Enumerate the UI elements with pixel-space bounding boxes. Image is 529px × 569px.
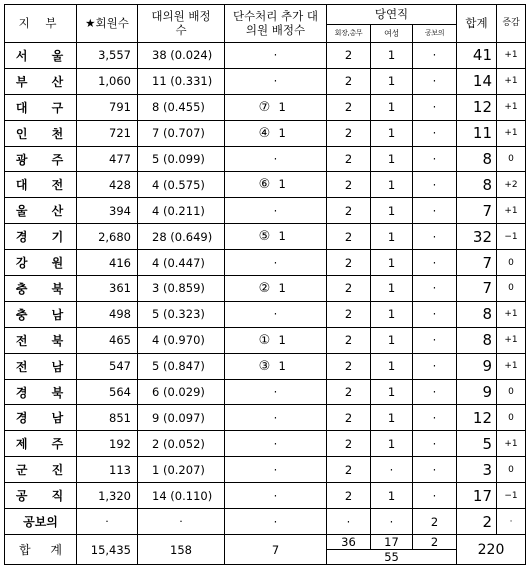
hoenui-cell: · — [413, 276, 457, 302]
extra-cell — [225, 327, 327, 353]
total-cell: 3 — [457, 457, 497, 483]
total-cell: 9 — [457, 379, 497, 405]
region-cell: 전 남 — [5, 353, 77, 379]
quota-cell: 2 (0.052) — [138, 431, 225, 457]
hoenui-cell: · — [413, 327, 457, 353]
rank-circle: ⑥ — [258, 177, 271, 193]
table-row — [5, 94, 526, 120]
hoenui-cell: · — [413, 250, 457, 276]
extra-cell — [225, 509, 327, 535]
members-cell: 3,557 — [77, 43, 138, 69]
extra-value: 1 — [278, 229, 286, 244]
region-cell: 제 주 — [5, 431, 77, 457]
hoenui-cell: 2 — [413, 509, 457, 535]
table-row — [5, 198, 526, 224]
header-region-label: 지 부 — [18, 15, 63, 30]
change-cell: 0 — [497, 276, 526, 302]
extra-cell — [225, 431, 327, 457]
hoenui-cell: · — [413, 120, 457, 146]
table-row — [5, 431, 526, 457]
women-cell: 1 — [371, 224, 413, 250]
extra-cell — [225, 457, 327, 483]
women-cell: · — [371, 509, 413, 535]
chair-cell: 2 — [327, 405, 371, 431]
change-cell: +1 — [497, 120, 526, 146]
chair-cell: 2 — [327, 379, 371, 405]
extra-cell — [225, 483, 327, 509]
quota-cell: · — [138, 509, 225, 535]
extra-value: · — [273, 385, 278, 400]
total-cell: 11 — [457, 120, 497, 146]
chair-cell: 2 — [327, 120, 371, 146]
members-cell: 192 — [77, 431, 138, 457]
header-exofficio: 당연직 — [327, 5, 457, 25]
extra-cell — [225, 172, 327, 198]
members-cell: 2,680 — [77, 224, 138, 250]
extra-value: · — [273, 462, 278, 477]
table-row — [5, 353, 526, 379]
total-cell: 8 — [457, 172, 497, 198]
women-cell: 1 — [371, 120, 413, 146]
footer-exofficio-total: 55 — [327, 550, 457, 565]
women-cell: 1 — [371, 198, 413, 224]
table-row — [5, 172, 526, 198]
total-cell: 7 — [457, 198, 497, 224]
women-cell: 1 — [371, 68, 413, 94]
members-cell: 465 — [77, 327, 138, 353]
table-row — [5, 509, 526, 535]
extra-value: 1 — [278, 125, 286, 140]
members-cell: 498 — [77, 301, 138, 327]
chair-cell: 2 — [327, 457, 371, 483]
members-cell: 428 — [77, 172, 138, 198]
footer-members: 15,435 — [77, 535, 138, 565]
women-cell: · — [371, 457, 413, 483]
region-cell: 충 남 — [5, 301, 77, 327]
header-total: 합계 — [457, 5, 497, 43]
change-cell: 0 — [497, 457, 526, 483]
quota-cell: 8 (0.455) — [138, 94, 225, 120]
members-cell: · — [77, 509, 138, 535]
quota-cell: 7 (0.707) — [138, 120, 225, 146]
total-cell: 32 — [457, 224, 497, 250]
header-extra-label: 단수처리 추가 대의원 배정수 — [232, 9, 319, 37]
women-cell: 1 — [371, 431, 413, 457]
header-members: ★회원수 — [77, 5, 138, 43]
header-delegates-label: 대의원 배정수 — [151, 9, 211, 37]
table-row — [5, 68, 526, 94]
region-cell: 경 남 — [5, 405, 77, 431]
extra-value: · — [273, 74, 278, 89]
quota-cell: 11 (0.331) — [138, 68, 225, 94]
change-cell: +1 — [497, 68, 526, 94]
quota-cell: 6 (0.029) — [138, 379, 225, 405]
hoenui-cell: · — [413, 405, 457, 431]
total-cell: 12 — [457, 405, 497, 431]
extra-cell — [225, 224, 327, 250]
members-cell: 721 — [77, 120, 138, 146]
quota-cell: 5 (0.099) — [138, 146, 225, 172]
extra-value: 1 — [278, 99, 286, 114]
quota-cell: 38 (0.024) — [138, 43, 225, 69]
hoenui-cell: · — [413, 457, 457, 483]
extra-value: 1 — [278, 358, 286, 373]
region-cell: 경 기 — [5, 224, 77, 250]
region-cell: 울 산 — [5, 198, 77, 224]
extra-cell — [225, 198, 327, 224]
women-cell: 1 — [371, 483, 413, 509]
change-cell: 0 — [497, 379, 526, 405]
members-cell: 416 — [77, 250, 138, 276]
women-cell: 1 — [371, 172, 413, 198]
table-row — [5, 327, 526, 353]
footer-grand-total: 220 — [457, 535, 526, 565]
members-cell: 564 — [77, 379, 138, 405]
change-cell: −1 — [497, 483, 526, 509]
region-cell: 충 북 — [5, 276, 77, 302]
extra-cell — [225, 250, 327, 276]
rank-circle: ③ — [258, 358, 271, 374]
extra-cell — [225, 146, 327, 172]
women-cell: 1 — [371, 94, 413, 120]
region-cell: 강 원 — [5, 250, 77, 276]
hoenui-cell: · — [413, 483, 457, 509]
region-cell: 공보의 — [5, 509, 77, 535]
change-cell: +1 — [497, 94, 526, 120]
extra-cell — [225, 43, 327, 69]
change-cell: +1 — [497, 431, 526, 457]
hoenui-cell: · — [413, 94, 457, 120]
quota-cell: 28 (0.649) — [138, 224, 225, 250]
extra-value: · — [273, 203, 278, 218]
change-cell: +1 — [497, 327, 526, 353]
extra-cell — [225, 276, 327, 302]
change-cell: 0 — [497, 250, 526, 276]
total-cell: 7 — [457, 276, 497, 302]
table-row — [5, 276, 526, 302]
change-cell: +1 — [497, 43, 526, 69]
change-cell: 0 — [497, 405, 526, 431]
chair-cell: 2 — [327, 353, 371, 379]
women-cell: 1 — [371, 405, 413, 431]
hoenui-cell: · — [413, 431, 457, 457]
change-cell: +2 — [497, 172, 526, 198]
delegate-allocation-table — [4, 4, 526, 565]
change-cell: +1 — [497, 353, 526, 379]
region-cell: 서 울 — [5, 43, 77, 69]
members-cell: 851 — [77, 405, 138, 431]
chair-cell: · — [327, 509, 371, 535]
extra-cell — [225, 353, 327, 379]
table-row — [5, 224, 526, 250]
extra-value: · — [273, 488, 278, 503]
chair-cell: 2 — [327, 198, 371, 224]
chair-cell: 2 — [327, 43, 371, 69]
women-cell: 1 — [371, 301, 413, 327]
extra-value: · — [273, 48, 278, 63]
chair-cell: 2 — [327, 301, 371, 327]
hoenui-cell: · — [413, 353, 457, 379]
total-cell: 14 — [457, 68, 497, 94]
quota-cell: 4 (0.970) — [138, 327, 225, 353]
region-cell: 인 천 — [5, 120, 77, 146]
header-sub-women: 여성 — [371, 25, 413, 43]
rank-circle: ② — [258, 280, 271, 296]
table-row — [5, 301, 526, 327]
footer-delegates: 158 — [138, 535, 225, 565]
extra-value: · — [273, 514, 278, 529]
change-cell: · — [497, 509, 526, 535]
header-region — [5, 5, 77, 43]
region-cell: 공 직 — [5, 483, 77, 509]
footer-hoenui: 2 — [413, 535, 457, 550]
quota-cell: 3 (0.859) — [138, 276, 225, 302]
table-row — [5, 250, 526, 276]
header-extra — [225, 5, 327, 43]
total-cell: 17 — [457, 483, 497, 509]
extra-value: · — [273, 255, 278, 270]
rank-circle: ⑦ — [258, 99, 271, 115]
change-cell: −1 — [497, 224, 526, 250]
total-cell: 7 — [457, 250, 497, 276]
total-cell: 8 — [457, 146, 497, 172]
chair-cell: 2 — [327, 250, 371, 276]
quota-cell: 4 (0.575) — [138, 172, 225, 198]
chair-cell: 2 — [327, 276, 371, 302]
women-cell: 1 — [371, 43, 413, 69]
header-sub-hoenui: 공보의 — [413, 25, 457, 43]
extra-value: · — [273, 436, 278, 451]
table-row — [5, 483, 526, 509]
extra-cell — [225, 68, 327, 94]
extra-value: 1 — [278, 332, 286, 347]
extra-value: 1 — [278, 177, 286, 192]
region-cell: 경 북 — [5, 379, 77, 405]
footer-extra: 7 — [225, 535, 327, 565]
quota-cell: 9 (0.097) — [138, 405, 225, 431]
total-cell: 5 — [457, 431, 497, 457]
women-cell: 1 — [371, 379, 413, 405]
extra-cell — [225, 405, 327, 431]
header-delegates — [138, 5, 225, 43]
chair-cell: 2 — [327, 146, 371, 172]
members-cell: 547 — [77, 353, 138, 379]
table-row — [5, 43, 526, 69]
extra-cell — [225, 301, 327, 327]
chair-cell: 2 — [327, 327, 371, 353]
extra-cell — [225, 379, 327, 405]
members-cell: 1,060 — [77, 68, 138, 94]
total-cell: 8 — [457, 301, 497, 327]
hoenui-cell: · — [413, 146, 457, 172]
extra-value: · — [273, 307, 278, 322]
hoenui-cell: · — [413, 301, 457, 327]
table-row — [5, 379, 526, 405]
total-cell: 2 — [457, 509, 497, 535]
extra-cell — [225, 94, 327, 120]
quota-cell: 4 (0.211) — [138, 198, 225, 224]
table-row — [5, 120, 526, 146]
header-sub-chair: 회장,총무 — [327, 25, 371, 43]
chair-cell: 2 — [327, 431, 371, 457]
hoenui-cell: · — [413, 224, 457, 250]
table-row — [5, 405, 526, 431]
hoenui-cell: · — [413, 172, 457, 198]
rank-circle: ① — [258, 332, 271, 348]
members-cell: 394 — [77, 198, 138, 224]
women-cell: 1 — [371, 327, 413, 353]
members-cell: 1,320 — [77, 483, 138, 509]
hoenui-cell: · — [413, 379, 457, 405]
region-cell: 대 전 — [5, 172, 77, 198]
total-cell: 41 — [457, 43, 497, 69]
extra-value: · — [273, 152, 278, 166]
hoenui-cell: · — [413, 198, 457, 224]
women-cell: 1 — [371, 250, 413, 276]
region-cell: 대 구 — [5, 94, 77, 120]
region-cell: 광 주 — [5, 146, 77, 172]
chair-cell: 2 — [327, 483, 371, 509]
quota-cell: 5 (0.323) — [138, 301, 225, 327]
women-cell: 1 — [371, 276, 413, 302]
members-cell: 113 — [77, 457, 138, 483]
region-cell: 군 진 — [5, 457, 77, 483]
total-cell: 9 — [457, 353, 497, 379]
hoenui-cell: · — [413, 43, 457, 69]
members-cell: 477 — [77, 146, 138, 172]
quota-cell: 4 (0.447) — [138, 250, 225, 276]
chair-cell: 2 — [327, 68, 371, 94]
quota-cell: 1 (0.207) — [138, 457, 225, 483]
total-cell: 12 — [457, 94, 497, 120]
table-row — [5, 457, 526, 483]
women-cell: 1 — [371, 353, 413, 379]
chair-cell: 2 — [327, 224, 371, 250]
members-cell: 361 — [77, 276, 138, 302]
footer-women: 17 — [371, 535, 413, 550]
rank-circle: ⑤ — [258, 229, 271, 245]
header-change: 증감 — [497, 5, 526, 43]
quota-cell: 14 (0.110) — [138, 483, 225, 509]
change-cell: 0 — [497, 146, 526, 172]
women-cell: 1 — [371, 146, 413, 172]
rank-circle: ④ — [258, 125, 271, 141]
chair-cell: 2 — [327, 94, 371, 120]
quota-cell: 5 (0.847) — [138, 353, 225, 379]
change-cell: +1 — [497, 198, 526, 224]
chair-cell: 2 — [327, 172, 371, 198]
extra-cell — [225, 120, 327, 146]
members-cell: 791 — [77, 94, 138, 120]
table-row — [5, 146, 526, 172]
footer-label: 합 계 — [5, 535, 77, 565]
extra-value: 1 — [278, 280, 286, 295]
hoenui-cell: · — [413, 68, 457, 94]
region-cell: 전 북 — [5, 327, 77, 353]
region-cell: 부 산 — [5, 68, 77, 94]
extra-value: · — [273, 410, 278, 425]
change-cell: +1 — [497, 301, 526, 327]
footer-chair: 36 — [327, 535, 371, 550]
total-cell: 8 — [457, 327, 497, 353]
